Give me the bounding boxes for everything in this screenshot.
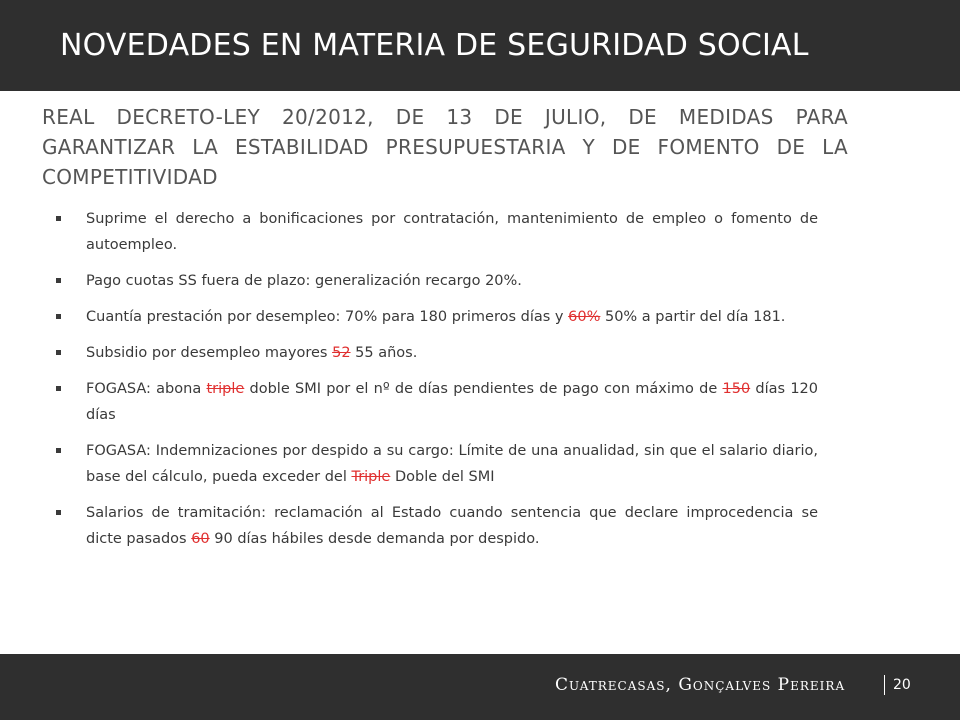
page-number: 20 bbox=[884, 675, 911, 695]
bullet-square-icon bbox=[56, 314, 61, 319]
struck-value: 60% bbox=[568, 309, 601, 325]
struck-value: 150 bbox=[722, 381, 751, 397]
firm-logo: Cuatrecasas, Gonçalves Pereira bbox=[555, 675, 846, 695]
bullet-item: FOGASA: abona triple doble SMI por el nº de días pendientes de pago con máximo de 150 días 120 días bbox=[56, 376, 818, 428]
bullet-square-icon bbox=[56, 278, 61, 283]
bullet-item: Pago cuotas SS fuera de plazo: generalización recargo 20%. bbox=[56, 268, 818, 294]
bullet-square-icon bbox=[56, 510, 61, 515]
bullet-square-icon bbox=[56, 448, 61, 453]
bullet-item: Cuantía prestación por desempleo: 70% para 180 primeros días y 60% 50% a partir del día 181. bbox=[56, 304, 818, 330]
bullet-square-icon bbox=[56, 350, 61, 355]
struck-value: 52 bbox=[332, 345, 351, 361]
struck-value: triple bbox=[206, 381, 245, 397]
bullet-item: FOGASA: Indemnizaciones por despido a su cargo: Límite de una anualidad, sin que el salario diario, base del cálculo, pueda exceder del Triple Doble del SMI bbox=[56, 438, 818, 490]
struck-value: 60 bbox=[191, 531, 210, 547]
bullet-square-icon bbox=[56, 386, 61, 391]
struck-value: Triple bbox=[351, 469, 391, 485]
decree-subtitle: REAL DECRETO-LEY 20/2012, DE 13 DE JULIO, DE MEDIDAS PARA GARANTIZAR LA ESTABILIDAD PRESUPUESTARIA Y DE FOMENTO DE LA COMPETITIVIDAD bbox=[42, 105, 848, 189]
bullet-item: Suprime el derecho a bonificaciones por contratación, mantenimiento de empleo o fomento de autoempleo. bbox=[56, 206, 818, 258]
bullet-item: Subsidio por desempleo mayores 52 55 años. bbox=[56, 340, 818, 366]
slide-title: NOVEDADES EN MATERIA DE SEGURIDAD SOCIAL bbox=[60, 28, 809, 63]
bullet-list bbox=[56, 206, 818, 562]
bullet-item: Salarios de tramitación: reclamación al Estado cuando sentencia que declare improcedencia se dicte pasados 60 90 días hábiles desde demanda por despido. bbox=[56, 500, 818, 552]
bullet-square-icon bbox=[56, 216, 61, 221]
header-bar bbox=[0, 0, 960, 91]
